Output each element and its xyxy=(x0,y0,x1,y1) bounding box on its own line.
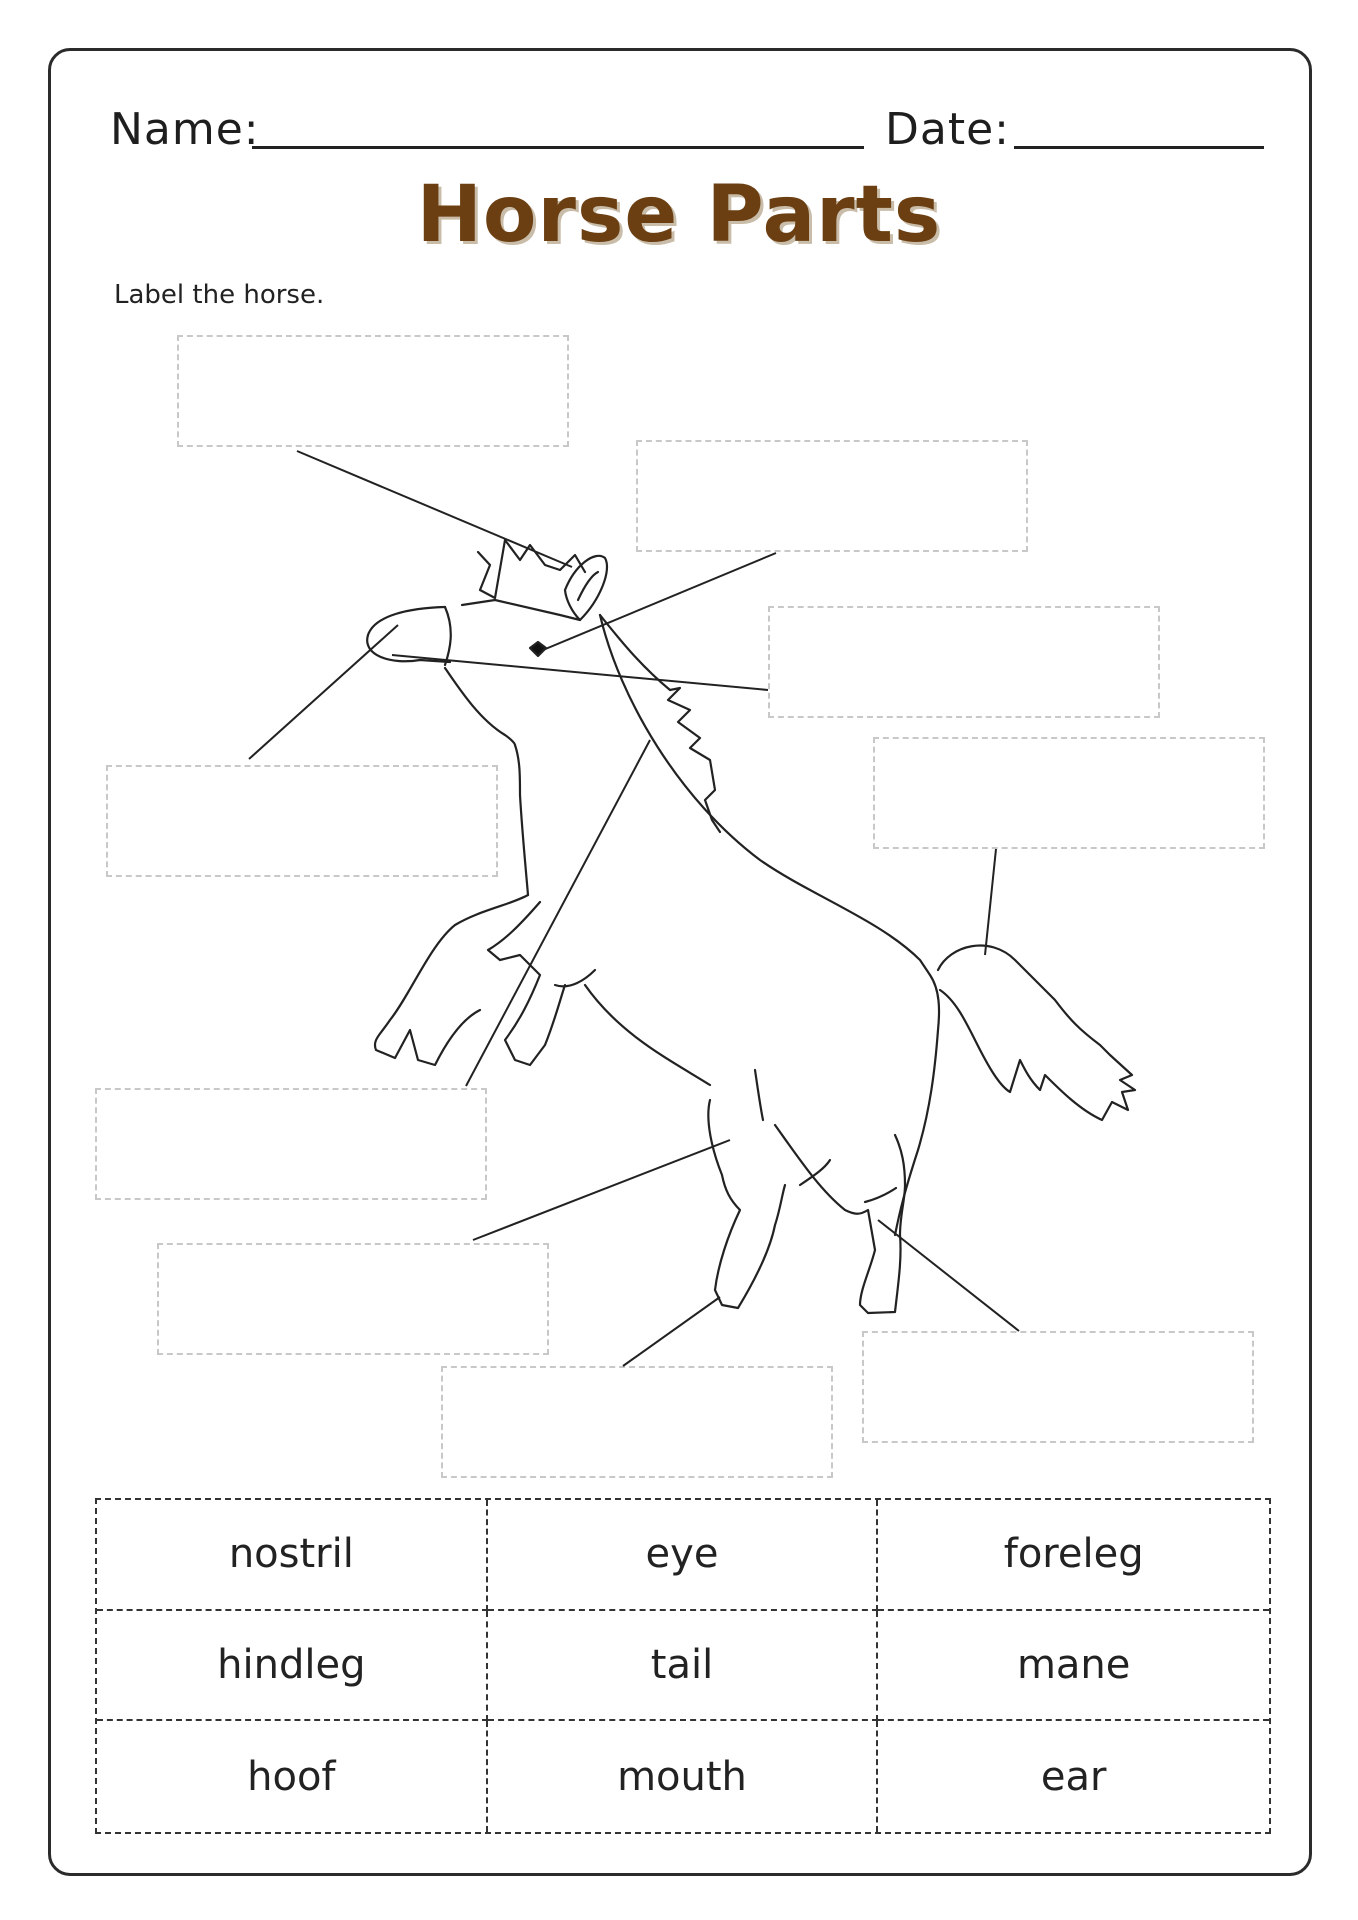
forelock xyxy=(478,540,585,598)
horse-foreleg-right xyxy=(488,902,565,1065)
pointer-line-foreleg xyxy=(473,1140,730,1240)
horse-ear xyxy=(565,556,607,620)
pointer-lines xyxy=(249,451,1019,1366)
word-bank-item: foreleg xyxy=(878,1500,1269,1611)
name-label: Name: xyxy=(110,104,260,155)
word-bank-item: tail xyxy=(488,1611,879,1722)
word-bank-item: mouth xyxy=(488,1721,879,1832)
word-bank-item: hindleg xyxy=(97,1611,488,1722)
word-bank xyxy=(95,1498,1271,1834)
horse-hindleg-right xyxy=(775,1125,905,1313)
pointer-line-nostril xyxy=(249,625,398,759)
word-bank-item: nostril xyxy=(97,1500,488,1611)
horse-tail xyxy=(938,946,1135,1120)
pointer-line-ear xyxy=(297,451,572,567)
pointer-line-hoof xyxy=(623,1297,720,1366)
horse-muzzle xyxy=(367,607,450,662)
instruction-text: Label the horse. xyxy=(114,280,325,310)
word-bank-item: hoof xyxy=(97,1721,488,1832)
word-bank-item: ear xyxy=(1040,1753,1107,1800)
horse-hindleg-left xyxy=(708,1100,785,1308)
horse-outline xyxy=(367,540,1135,1313)
pointer-line-tail xyxy=(985,849,996,955)
date-label: Date: xyxy=(885,104,1010,155)
page-title: Horse Parts xyxy=(416,170,942,260)
pointer-line-mane xyxy=(466,740,650,1086)
word-bank-item: mane xyxy=(878,1611,1269,1722)
word-bank-item: eye xyxy=(488,1500,879,1611)
